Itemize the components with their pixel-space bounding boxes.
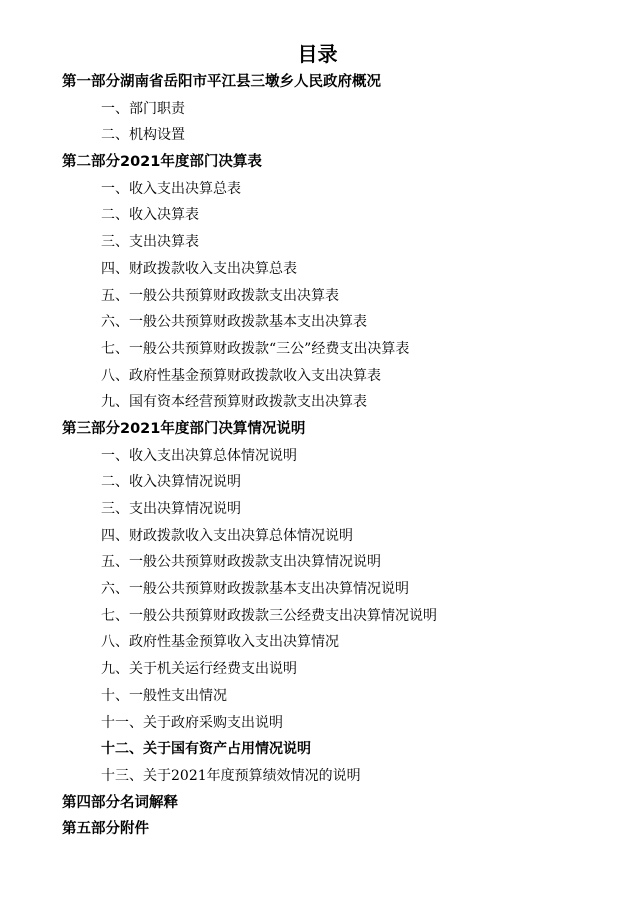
toc-item: 六、一般公共预算财政拨款基本支出决算表 (101, 314, 367, 331)
toc-item: 一、收入支出决算总表 (101, 180, 241, 197)
toc-item: 二、收入决算情况说明 (101, 474, 241, 491)
toc-part-heading: 第一部分湖南省岳阳市平江县三墩乡人民政府概况 (62, 74, 381, 90)
toc-item: 四、财政拨款收入支出决算总体情况说明 (101, 527, 353, 544)
toc-item: 一、部门职责 (101, 100, 185, 117)
page-title: 目录 (297, 42, 338, 66)
toc-part-heading: 第三部分2021年度部门决算情况说明 (62, 420, 306, 437)
toc-item: 八、政府性基金预算财政拨款收入支出决算表 (101, 367, 381, 384)
toc-item: 七、一般公共预算财政拨款三公经费支出决算情况说明 (101, 607, 437, 624)
toc-item: 十一、关于政府采购支出说明 (101, 714, 283, 731)
toc-item: 十、一般性支出情况 (101, 687, 227, 704)
toc-part-heading: 第五部分附件 (62, 821, 149, 838)
toc-item: 三、支出决算表 (101, 234, 199, 251)
toc-item: 一、收入支出决算总体情况说明 (101, 447, 297, 464)
toc-item: 十三、关于2021年度预算绩效情况的说明 (101, 767, 361, 784)
toc-part-heading: 第四部分名词解释 (62, 794, 178, 811)
toc-item: 二、收入决算表 (101, 207, 199, 224)
toc-part-heading: 第二部分2021年度部门决算表 (62, 154, 262, 171)
toc-item: 四、财政拨款收入支出决算总表 (101, 260, 297, 277)
table-of-contents (0, 69, 635, 843)
toc-item: 五、一般公共预算财政拨款支出决算表 (101, 287, 339, 304)
toc-item: 三、支出决算情况说明 (101, 501, 241, 517)
toc-item: 九、关于机关运行经费支出说明 (101, 661, 297, 678)
toc-item: 八、政府性基金预算收入支出决算情况 (101, 634, 339, 651)
toc-item: 九、国有资本经营预算财政拨款支出决算表 (101, 394, 367, 411)
toc-item: 二、机构设置 (101, 127, 185, 144)
toc-item: 十二、关于国有资产占用情况说明 (101, 741, 311, 758)
toc-item: 五、一般公共预算财政拨款支出决算情况说明 (101, 554, 381, 571)
toc-item: 六、一般公共预算财政拨款基本支出决算情况说明 (101, 581, 409, 598)
toc-item: 七、一般公共预算财政拨款“三公”经费支出决算表 (101, 340, 410, 357)
